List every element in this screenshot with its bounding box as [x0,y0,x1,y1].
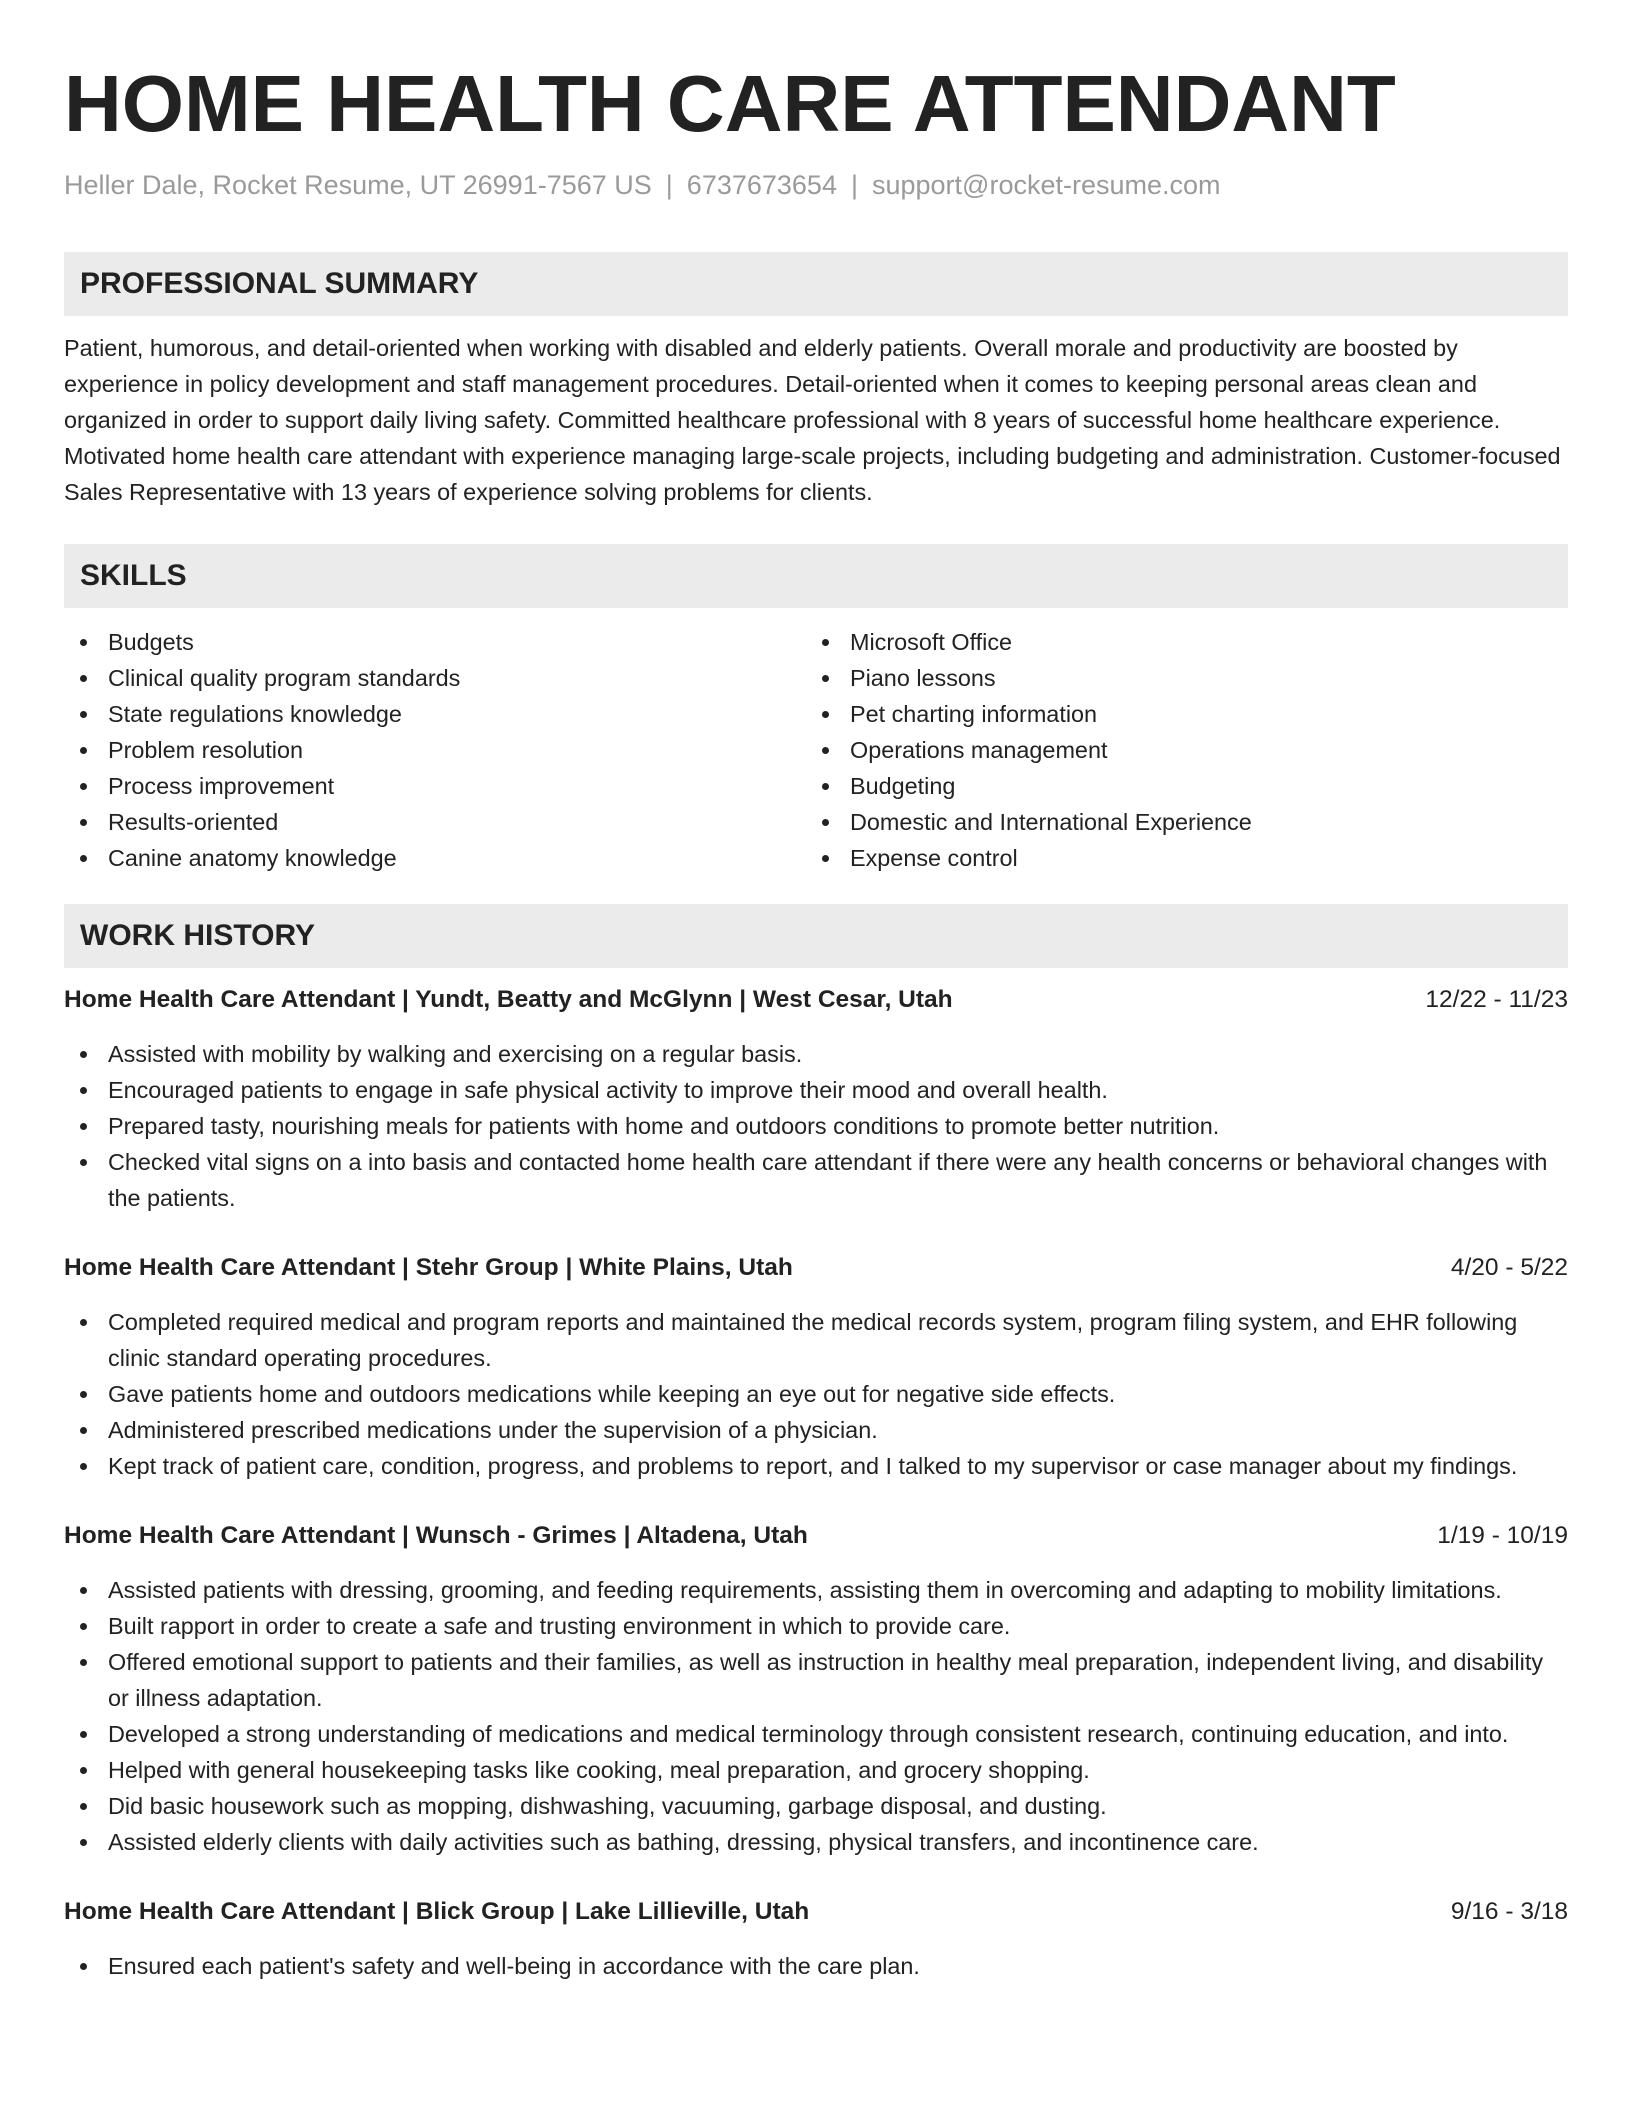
contact-email: support@rocket-resume.com [871,170,1221,200]
contact-address: Heller Dale, Rocket Resume, UT 26991-7567 US [64,170,652,200]
job-entry [64,1894,1568,1984]
job-duties [64,1036,1568,1216]
summary-text: Patient, humorous, and detail-oriented when working with disabled and elderly patients. Overall morale and productivity are boosted by experience in policy development and staff management procedures. Detail-oriented when it comes to keeping personal areas clean and organized in order to support daily living safety. Committed healthcare professional with 8 years of successful home healthcare experience. Motivated home health care attendant with experience managing large-scale projects, including budgeting and administration. Customer-focused Sales Representative with 13 years of experience solving problems for clients. [64,335,1561,505]
job-duties [64,1572,1568,1860]
skills-list [64,624,1568,876]
job-duties [64,1304,1568,1484]
skill-item: Problem resolution [64,732,806,768]
resume-title: HOME HEALTH CARE ATTENDANT [64,59,1396,148]
job-duty: Developed a strong understanding of medications and medical terminology through consistent research, continuing education, and into. [64,1716,1568,1752]
job-dates: 1/19 - 10/19 [1437,1522,1568,1549]
section-header-summary: PROFESSIONAL SUMMARY [64,252,1568,316]
skill-item: Domestic and International Experience [806,804,1548,840]
job-duty: Administered prescribed medications under the supervision of a physician. [64,1412,1568,1448]
job-header [64,982,1568,1018]
job-title: Home Health Care Attendant | Yundt, Beatty and McGlynn | West Cesar, Utah [64,986,953,1013]
job-entry [64,982,1568,1216]
job-duty: Completed required medical and program reports and maintained the medical records system, program filing system, and EHR following clinic standard operating procedures. [64,1304,1568,1376]
job-duty: Did basic housework such as mopping, dishwashing, vacuuming, garbage disposal, and dusting. [64,1788,1568,1824]
job-title: Home Health Care Attendant | Stehr Group | White Plains, Utah [64,1254,793,1281]
contact-phone: 6737673654 [686,170,837,200]
job-duty: Checked vital signs on a into basis and contacted home health care attendant if there were any health concerns or behavioral changes with the patients. [64,1144,1568,1216]
skill-item: Process improvement [64,768,806,804]
skill-item: Piano lessons [806,660,1548,696]
job-dates: 9/16 - 3/18 [1450,1898,1568,1925]
job-duty: Assisted with mobility by walking and exercising on a regular basis. [64,1036,1568,1072]
job-duty: Offered emotional support to patients and their families, as well as instruction in healthy meal preparation, independent living, and disability or illness adaptation. [64,1644,1568,1716]
job-duties [64,1948,1568,1984]
skill-item: Expense control [806,840,1548,876]
skill-item: Budgeting [806,768,1548,804]
skill-item: Operations management [806,732,1548,768]
job-duty: Ensured each patient's safety and well-being in accordance with the care plan. [64,1948,1568,1984]
skills-column-right [806,624,1548,876]
job-title: Home Health Care Attendant | Blick Group | Lake Lillieville, Utah [64,1898,810,1925]
skill-item: State regulations knowledge [64,696,806,732]
skill-item: Microsoft Office [806,624,1548,660]
skill-item: Pet charting information [806,696,1548,732]
skill-item: Clinical quality program standards [64,660,806,696]
job-entry [64,1250,1568,1484]
job-duty: Encouraged patients to engage in safe physical activity to improve their mood and overall health. [64,1072,1568,1108]
contact-separator: | [665,170,673,200]
job-duty: Assisted patients with dressing, grooming, and feeding requirements, assisting them in overcoming and adapting to mobility limitations. [64,1572,1568,1608]
job-dates: 4/20 - 5/22 [1450,1254,1568,1281]
skills-column-left [64,624,806,876]
job-duty: Gave patients home and outdoors medications while keeping an eye out for negative side effects. [64,1376,1568,1412]
contact-line [64,168,1568,202]
job-title: Home Health Care Attendant | Wunsch - Grimes | Altadena, Utah [64,1522,808,1549]
skill-item: Results-oriented [64,804,806,840]
job-duty: Helped with general housekeeping tasks like cooking, meal preparation, and grocery shopping. [64,1752,1568,1788]
section-header-work-history: WORK HISTORY [64,904,1568,968]
skill-item: Budgets [64,624,806,660]
job-duty: Built rapport in order to create a safe and trusting environment in which to provide care. [64,1608,1568,1644]
contact-separator: | [850,170,858,200]
job-duty: Assisted elderly clients with daily activities such as bathing, dressing, physical transfers, and incontinence care. [64,1824,1568,1860]
job-header [64,1894,1568,1930]
job-duty: Prepared tasty, nourishing meals for patients with home and outdoors conditions to promote better nutrition. [64,1108,1568,1144]
job-header [64,1518,1568,1554]
section-header-skills: SKILLS [64,544,1568,608]
job-header [64,1250,1568,1286]
job-entry [64,1518,1568,1860]
job-duty: Kept track of patient care, condition, progress, and problems to report, and I talked to my supervisor or case manager about my findings. [64,1448,1568,1484]
skill-item: Canine anatomy knowledge [64,840,806,876]
job-dates: 12/22 - 11/23 [1425,986,1568,1013]
